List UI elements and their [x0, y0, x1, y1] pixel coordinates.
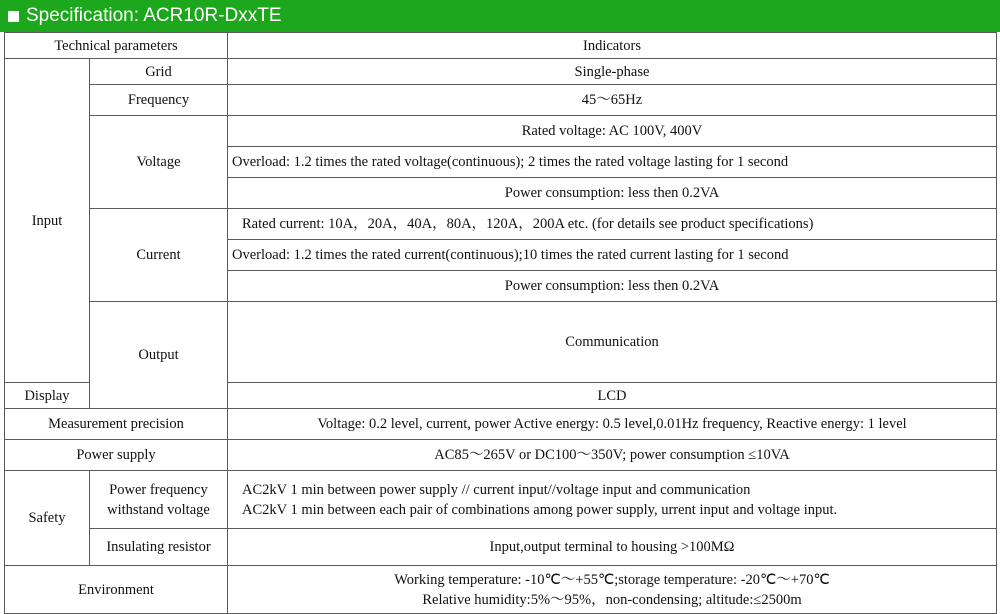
voltage-rated-value: Rated voltage: AC 100V, 400V	[228, 116, 997, 147]
power-supply-value: AC85～265V or DC100～350V; power consumption ≤10VA	[228, 440, 997, 471]
withstand-voltage-value	[228, 471, 997, 529]
table-row	[5, 471, 997, 529]
current-power-value: Power consumption: less then 0.2VA	[228, 271, 997, 302]
section-title-bar	[0, 0, 1000, 32]
table-row	[5, 440, 997, 471]
header-indicators: Indicators	[228, 33, 997, 59]
grid-label: Grid	[90, 59, 228, 85]
withstand-voltage-label	[90, 471, 228, 529]
measurement-value: Voltage: 0.2 level, current, power Active energy: 0.5 level,0.01Hz frequency, Reactive energy: 1 level	[228, 409, 997, 440]
table-row	[5, 302, 997, 383]
voltage-power-value: Power consumption: less then 0.2VA	[228, 178, 997, 209]
voltage-label: Voltage	[90, 116, 228, 209]
environment-value-line1: Working temperature: -10℃～+55℃;storage temperature: -20℃～+70℃	[394, 571, 830, 588]
section-title: Specification: ACR10R-DxxTE	[26, 5, 282, 26]
grid-value: Single-phase	[228, 59, 997, 85]
power-supply-label: Power supply	[5, 440, 228, 471]
safety-group-label: Safety	[5, 471, 90, 566]
table-row	[5, 59, 997, 85]
header-technical-parameters: Technical parameters	[5, 33, 228, 59]
table-row	[5, 529, 997, 566]
voltage-overload-value: Overload: 1.2 times the rated voltage(continuous); 2 times the rated voltage lasting for 1 second	[228, 147, 997, 178]
measurement-label: Measurement precision	[5, 409, 228, 440]
environment-label: Environment	[5, 566, 228, 614]
input-group-label: Input	[5, 59, 90, 383]
frequency-label: Frequency	[90, 85, 228, 116]
output-group-label: Output	[90, 302, 228, 409]
environment-value-line2: Relative humidity:5%～95%，non-condensing; altitude:≤2500m	[422, 591, 802, 608]
withstand-value-line2: AC2kV 1 min between each pair of combinations among power supply, urrent input and voltage input.	[242, 501, 838, 518]
current-overload-value: Overload: 1.2 times the rated current(continuous);10 times the rated current lasting for 1 second	[228, 240, 997, 271]
display-label: Display	[5, 383, 90, 409]
table-row	[5, 566, 997, 614]
table-header-row	[5, 33, 997, 59]
insulating-label: Insulating resistor	[90, 529, 228, 566]
withstand-label-line1: Power frequency	[109, 481, 208, 498]
withstand-value-line1: AC2kV 1 min between power supply // current input//voltage input and communication	[242, 481, 751, 498]
table-row	[5, 85, 997, 116]
square-bullet-icon	[8, 11, 19, 22]
current-rated-value: Rated current: 10A，20A，40A，80A，120A，200A etc. (for details see product specifications)	[228, 209, 997, 240]
display-value: LCD	[228, 383, 997, 409]
withstand-label-line2: withstand voltage	[107, 501, 210, 518]
frequency-value: 45～65Hz	[228, 85, 997, 116]
table-row	[5, 116, 997, 147]
specification-table	[4, 32, 997, 614]
table-row	[5, 209, 997, 240]
current-label: Current	[90, 209, 228, 302]
insulating-value: Input,output terminal to housing >100MΩ	[228, 529, 997, 566]
environment-value	[228, 566, 997, 614]
communication-label: Communication	[228, 302, 997, 383]
table-row	[5, 409, 997, 440]
